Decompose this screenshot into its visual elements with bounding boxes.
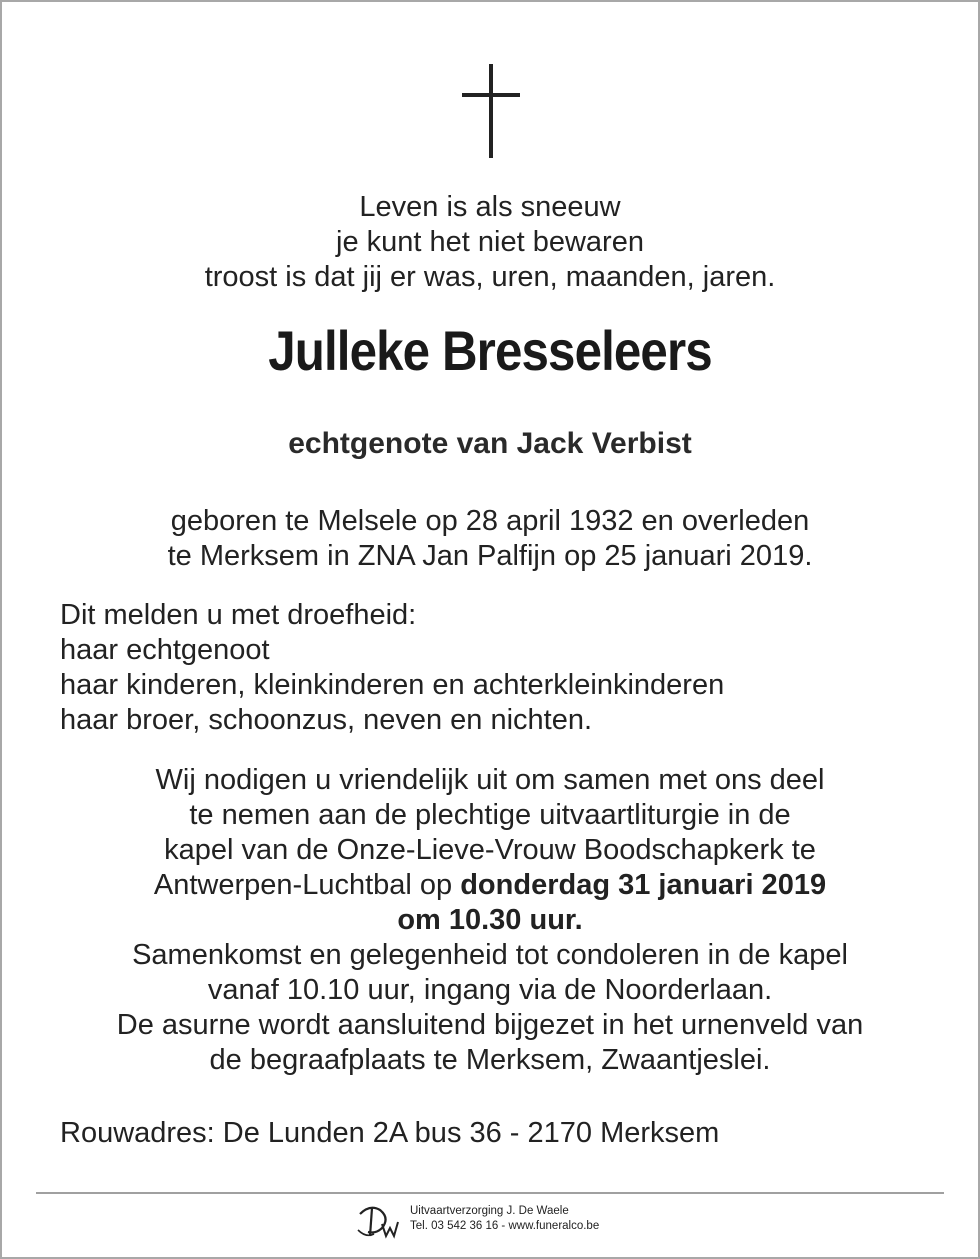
location-text: Antwerpen-Luchtbal op <box>153 869 461 901</box>
poem <box>0 190 980 295</box>
birth-death-line: te Merksem in ZNA Jan Palfijn op 25 januari 2019. <box>167 540 813 572</box>
family-line: haar broer, schoonzus, neven en nichten. <box>60 704 593 736</box>
funeral-home-name: Uitvaartverzorging J. De Waele <box>410 1205 569 1217</box>
funeral-home-contact: Tel. 03 542 36 16 - www.funeralco.be <box>410 1220 600 1232</box>
invitation-line: Samenkomst en gelegenheid tot condoleren in de kapel <box>132 939 848 971</box>
invitation-line <box>0 868 980 903</box>
footer-divider <box>36 1192 944 1194</box>
family-line: haar echtgenoot <box>60 634 270 666</box>
invitation-line: Wij nodigen u vriendelijk uit om samen met ons deel <box>155 764 825 796</box>
poem-line: je kunt het niet bewaren <box>336 226 644 258</box>
cross-icon <box>462 64 520 158</box>
funeral-time: om 10.30 uur. <box>397 904 583 936</box>
birth-death-text <box>0 504 980 574</box>
deceased-name: Julleke Bresseleers <box>268 319 712 382</box>
funeral-date: donderdag 31 januari 2019 <box>460 869 827 901</box>
invitation-line: kapel van de Onze-Lieve-Vrouw Boodschapkerk te <box>164 834 816 866</box>
invitation-line: te nemen aan de plechtige uitvaartliturgie in de <box>189 799 791 831</box>
dw-monogram-icon <box>356 1200 402 1240</box>
spouse-relation: echtgenote van Jack Verbist <box>288 427 692 460</box>
invitation-line: vanaf 10.10 uur, ingang via de Noorderlaan. <box>207 974 773 1006</box>
invitation-line: De asurne wordt aansluitend bijgezet in het urnenveld van <box>116 1009 864 1041</box>
family-line: haar kinderen, kleinkinderen en achterkleinkinderen <box>60 669 725 701</box>
birth-death-line: geboren te Melsele op 28 april 1932 en overleden <box>170 505 810 537</box>
mourning-address: Rouwadres: De Lunden 2A bus 36 - 2170 Merksem <box>60 1117 720 1149</box>
invitation-line: de begraafplaats te Merksem, Zwaantjeslei. <box>209 1044 771 1076</box>
family-line: Dit melden u met droefheid: <box>60 599 417 631</box>
family-announcement <box>60 598 724 738</box>
funeral-home-info <box>410 1204 599 1234</box>
poem-line: Leven is als sneeuw <box>359 191 621 223</box>
funeral-invitation <box>0 763 980 1078</box>
poem-line: troost is dat jij er was, uren, maanden, jaren. <box>204 261 776 293</box>
